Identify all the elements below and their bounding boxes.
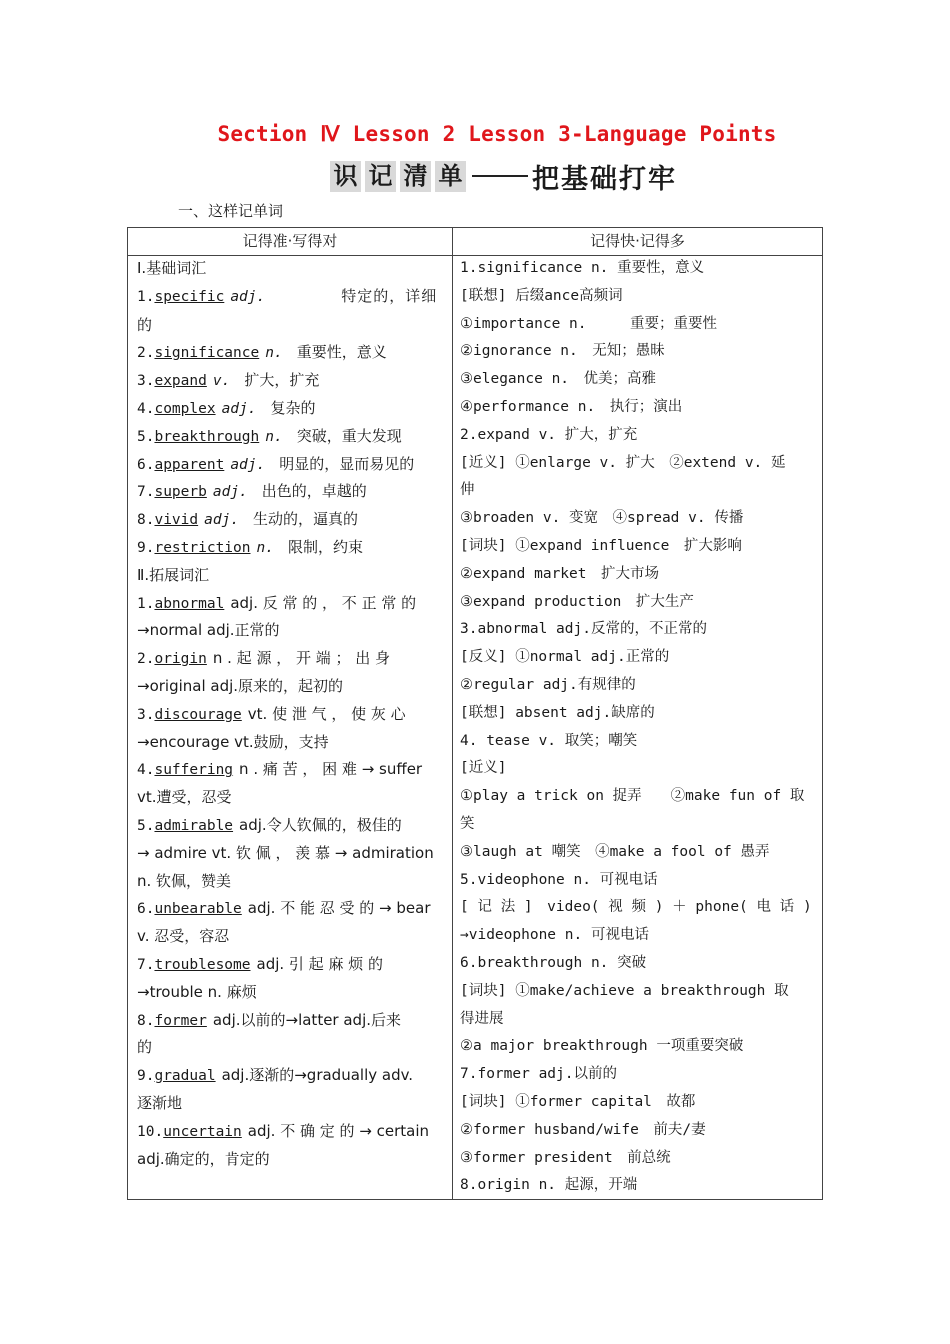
vocab-word: apparent [154,456,225,473]
basic-vocab-item [137,423,444,451]
extended-vocab-line [137,812,444,840]
extended-vocab-item [137,1062,444,1118]
memory-tip-line: ③elegance n. 优美；高雅 [460,371,657,388]
extended-vocab-item [137,645,444,701]
meaning: 重要性，意义 [296,343,387,362]
part-of-speech: v. [212,373,231,390]
part-of-speech: adj. [221,400,257,417]
extended-vocab-item [137,701,444,757]
section-heading: 一、这样记单词 [178,202,284,220]
memory-tip-line: [联想] absent adj.缺席的 [460,704,655,721]
vocab-word: specific [154,288,225,305]
subtitle-text: 把基础打牢 [532,163,677,195]
column-divider [452,228,453,1199]
basic-vocab-title: Ⅰ.基础词汇 [137,259,207,277]
word-info: vt. 使 泄 气 ， 使 灰 心 [247,704,406,723]
item-number: 1. [137,595,155,612]
word-info: n . 痛 苦 ， 困 难 → suffer [239,760,423,779]
vocab-word: superb [154,484,207,501]
word-info: adj.逐渐的→gradually adv. [221,1066,414,1085]
word-info: adj. 不 能 忍 受 的 → bear [247,899,431,918]
extended-vocab-line [137,590,444,618]
memory-tip-line: ①play a trick on 捉弄 ②make fun of 取 [460,788,805,805]
memory-tip-line: ②expand market 扩大市场 [460,565,659,582]
extended-vocab-line: →trouble n. 麻烦 [137,982,257,1001]
basic-vocab-item [137,283,444,340]
word-info: adj.令人钦佩的，极佳的 [239,815,402,834]
subtitle-dash [472,175,528,177]
extended-vocab-line: → admire vt. 钦 佩 ， 羡 慕 → admiration [137,843,434,862]
extended-vocab-line [137,1118,444,1146]
memory-tip-line: ②regular adj.有规律的 [460,676,636,693]
right-column [460,255,816,1200]
vocab-word: expand [154,373,207,390]
meaning: 限制，约束 [287,537,363,556]
extended-vocab-line [137,1007,444,1035]
item-number: 4. [137,762,155,779]
extended-vocab-item [137,1007,444,1063]
item-number: 2. [137,651,155,668]
basic-vocab-item [137,478,444,506]
vocab-word: former [154,1012,207,1029]
memory-tip-line: [近义] ①enlarge v. 扩大 ②extend v. 延 [460,454,786,471]
extended-vocab-line: →normal adj.正常的 [137,621,280,640]
memory-tip-line: ④performance n. 执行；演出 [460,398,683,415]
memory-tip-line: ②ignorance n. 无知；愚昧 [460,343,665,360]
item-number: 9. [137,1068,155,1085]
memory-tip-line: [ 记 法 ] video( 视 频 ) ＋ phone( 电 话 ) [460,899,812,916]
word-info: n . 起 源 ， 开 端 ； 出 身 [212,649,391,668]
vocab-word: gradual [154,1068,216,1085]
extended-vocab-line [137,895,444,923]
item-number: 1. [137,288,155,305]
meaning: 复杂的 [270,398,316,417]
word-info: adj. 引 起 麻 烦 的 [256,954,383,973]
memory-tip-line: [词块] ①make/achieve a breakthrough 取 [460,982,789,999]
subtitle-char-4: 单 [435,161,466,192]
item-number: 8. [137,512,155,529]
item-number: 9. [137,539,155,556]
extended-vocab-line: n. 钦佩，赞美 [137,871,232,890]
item-number: 7. [137,956,155,973]
item-number: 5. [137,817,155,834]
memory-tip-line: [近义] [460,760,507,777]
extended-vocab-line: →encourage vt.鼓励，支持 [137,732,329,751]
basic-vocab-item [137,339,444,367]
word-info: adj.以前的→latter adj.后来 [212,1010,402,1029]
memory-tip-line: ②a major breakthrough 一项重要突破 [460,1038,744,1055]
memory-tip-line: ③laugh at 嘲笑 ④make a fool of 愚弄 [460,843,770,860]
extended-vocab-line [137,1062,444,1090]
memory-tip-line: [词块] ①former capital 故都 [460,1093,696,1110]
basic-vocab-item [137,395,444,423]
item-number: 8. [137,1012,155,1029]
item-number: 6. [137,901,155,918]
basic-vocab-item [137,506,444,534]
memory-tip-line: 1.significance n. 重要性，意义 [460,260,705,276]
memory-tip-line: ①importance n. 重要；重要性 [460,315,717,332]
memory-tip-line: 得进展 [460,1010,504,1027]
memory-tip-line: 8.origin n. 起源，开端 [460,1177,638,1194]
memory-tip-line: 2.expand v. 扩大，扩充 [460,426,638,443]
vocab-word: breakthrough [154,428,260,445]
extended-vocab-line: vt.遭受，忍受 [137,788,232,807]
memory-tip-line: ②former husband/wife 前夫/妻 [460,1121,706,1138]
memory-tip-line: [反义] ①normal adj.正常的 [460,649,670,666]
vocab-word: restriction [154,539,251,556]
table-header [128,228,822,256]
memory-tip-line: ③expand production 扩大生产 [460,593,694,610]
vocab-word: abnormal [154,595,225,612]
memory-tip-line: →videophone n. 可视电话 [460,927,649,944]
section-subtitle [330,158,677,194]
extended-vocab-line: 逐渐地 [137,1093,183,1112]
extended-vocab-item [137,590,444,646]
item-number: 3. [137,706,155,723]
item-number: 4. [137,400,155,417]
memory-tip-line: ③former president 前总统 [460,1149,671,1166]
memory-tip-line: 5.videophone n. 可视电话 [460,871,658,888]
extended-vocab-item [137,756,444,812]
extended-vocab-line [137,645,444,673]
meaning: 突破，重大发现 [296,426,402,445]
vocab-word: discourage [154,706,242,723]
word-info: adj. 不 确 定 的 → certain [247,1121,429,1140]
extended-vocab-item [137,951,444,1007]
memory-tip-line: 4. tease v. 取笑；嘲笑 [460,732,638,749]
vocab-word: uncertain [163,1123,242,1140]
subtitle-char-3: 清 [400,161,431,192]
subtitle-char-2: 记 [365,161,396,192]
item-number: 2. [137,345,155,362]
item-number: 5. [137,428,155,445]
memory-tip-line: 笑 [460,815,475,832]
extended-vocab-line: adj.确定的，肯定的 [137,1149,270,1168]
header-right: 记得快·记得多 [590,232,685,250]
memory-tip-line: 7.former adj.以前的 [460,1066,617,1083]
vocab-word: vivid [154,512,199,529]
meaning: 扩大，扩充 [244,371,320,390]
extended-vocab-item [137,895,444,951]
meaning: 特定的，详细的 [137,286,438,334]
memory-tip-line: 6.breakthrough n. 突破 [460,954,647,971]
vocab-table [127,227,823,1200]
part-of-speech: adj. [212,484,248,501]
left-column [137,255,444,1173]
word-info: adj. 反 常 的 ， 不 正 常 的 [230,593,417,612]
extended-vocab-line: v. 忍受，容忍 [137,927,230,946]
extended-vocab-line: →original adj.原来的，起初的 [137,676,344,695]
memory-tip-line: [词块] ①expand influence 扩大影响 [460,537,742,554]
part-of-speech: adj. [230,456,266,473]
meaning: 出色的，卓越的 [261,482,367,501]
part-of-speech: n. [256,539,274,556]
item-number: 3. [137,373,155,390]
basic-vocab-item [137,367,444,395]
extended-vocab-line: 的 [137,1038,153,1057]
item-number: 6. [137,456,155,473]
meaning: 明显的，显而易见的 [279,454,415,473]
extended-vocab-title: Ⅱ.拓展词汇 [137,565,210,584]
extended-vocab-item [137,1118,444,1174]
vocab-word: complex [154,400,216,417]
extended-vocab-item [137,812,444,895]
memory-tip-line: [联想] 后缀ance高频词 [460,287,623,304]
page-title: Section Ⅳ Lesson 2 Lesson 3-Language Points [217,122,777,146]
item-number: 7. [137,484,155,501]
basic-vocab-item [137,534,444,562]
header-left: 记得准·写得对 [242,232,338,250]
vocab-word: unbearable [154,901,242,918]
memory-tip-line: 伸 [460,482,475,499]
meaning: 生动的，逼真的 [253,510,359,529]
memory-tip-line: 3.abnormal adj.反常的，不正常的 [460,621,707,638]
basic-vocab-item [137,451,444,479]
subtitle-char-1: 识 [330,161,361,192]
extended-vocab-line [137,701,444,729]
extended-vocab-line [137,951,444,979]
part-of-speech: n. [265,428,283,445]
vocab-word: origin [154,651,207,668]
vocab-word: significance [154,345,260,362]
vocab-word: suffering [154,762,234,779]
item-number: 10. [137,1123,164,1140]
vocab-word: admirable [154,817,234,834]
part-of-speech: adj. [204,512,240,529]
part-of-speech: n. [265,345,283,362]
extended-vocab-line [137,756,444,784]
part-of-speech: adj. [230,288,266,305]
memory-tip-line: ③broaden v. 变宽 ④spread v. 传播 [460,510,744,527]
vocab-word: troublesome [154,956,251,973]
